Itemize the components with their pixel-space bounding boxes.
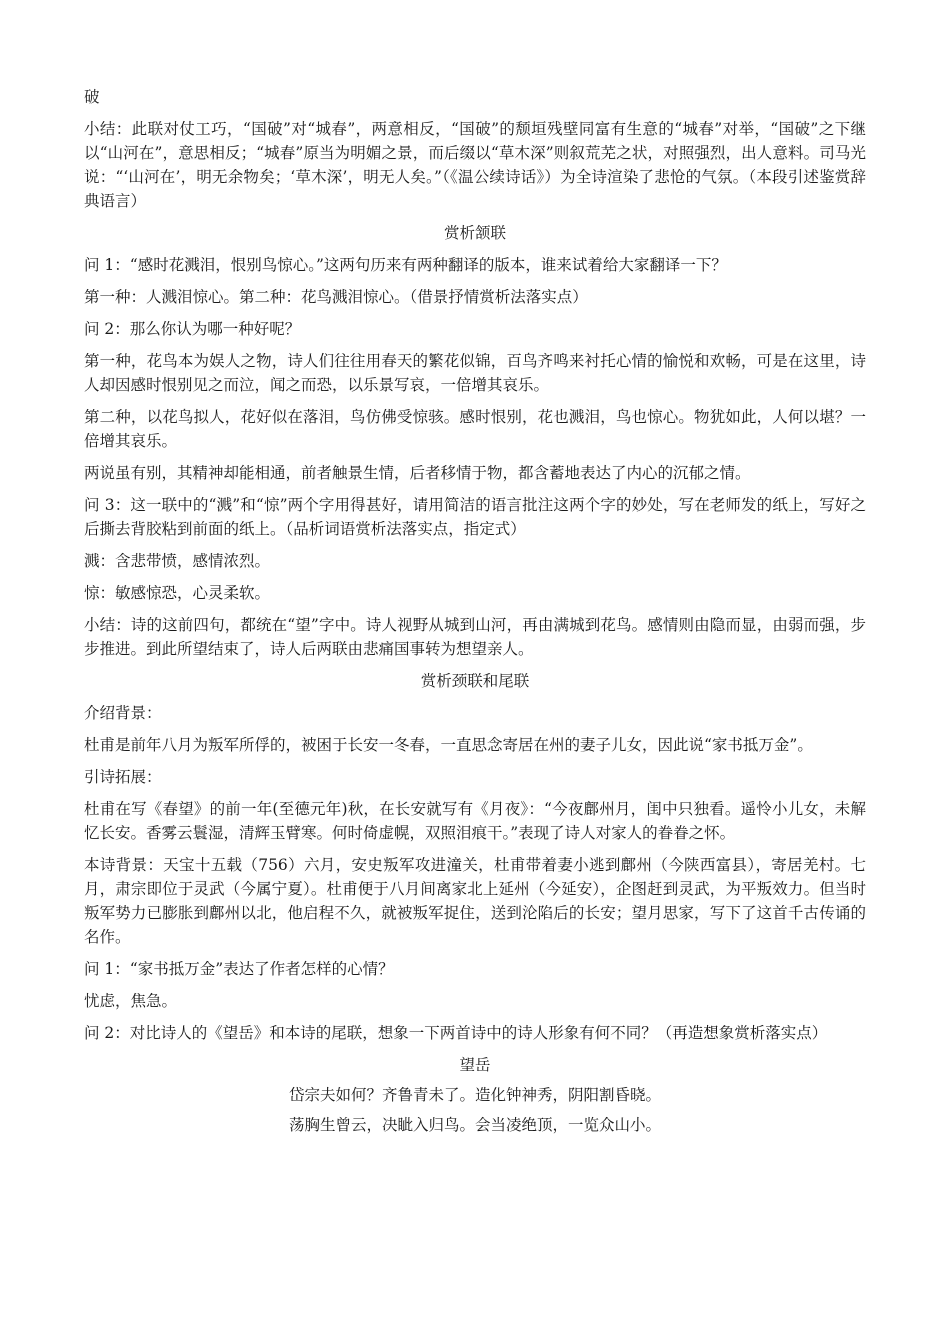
paragraph: 杜甫在写《春望》的前一年(至德元年)秋，在长安就写有《月夜》：“今夜鄜州月，闺中只独看。遥怜小儿女，未解忆长安。香雾云鬟湿，清辉玉臂寒。何时倚虚幌，双照泪痕干。”表现了诗人对家人的眷眷之怀。 [84,800,866,842]
summary-paragraph: 小结：此联对仗工巧，“国破”对“城春”，两意相反，“国破”的颓垣残壁同富有生意的“城春”对举，“国破”之下继以“山河在”，意思相反；“城春”原当为明媚之景，而后缀以“草木深”则叙荒芜之状，对照强烈，出人意料。司马光说：“‘山河在’，明无余物矣；‘草木深’，明无人矣。”（《温公续诗话》）为全诗渲染了悲怆的气氛。（本段引述鉴赏辞典语言） [84,120,866,210]
question-paragraph: 问 1：“感时花溅泪，恨别鸟惊心。”这两句历来有两种翻译的版本，谁来试着给大家翻译一下？ [84,256,727,274]
poem-line: 荡胸生曾云，决眦入归鸟。会当凌绝顶，一览众山小。 [288,1116,661,1134]
poem-line: 岱宗夫如何？齐鲁青未了。造化钟神秀，阴阳割昏晓。 [288,1086,661,1104]
paragraph: 溅：含悲带愤，感情浓烈。 [84,552,271,570]
paragraph: 介绍背景： [84,704,162,722]
paragraph: 两说虽有别，其精神却能相通，前者触景生情，后者移情于物，都含蓄地表达了内心的沉郁之情。 [84,464,751,482]
section-heading: 赏析颈联和尾联 [420,672,530,690]
paragraph: 第一种，花鸟本为娱人之物，诗人们往往用春天的繁花似锦，百鸟齐鸣来衬托心情的愉悦和欢畅，可是在这里，诗人却因感时恨别见之而泣，闻之而恐，以乐景写哀，一倍增其哀乐。 [84,352,866,394]
paragraph: 本诗背景：天宝十五载（756）六月，安史叛军攻进潼关，杜甫带着妻小逃到鄜州（今陕西富县），寄居羌村。七月，肃宗即位于灵武（今属宁夏）。杜甫便于八月间离家北上延州（今延安），企图赶到灵武，为平叛效力。但当时叛军势力已膨胀到鄜州以北，他启程不久，就被叛军捉住，送到沦陷后的长安；望月思家，写下了这首千古传诵的名作。 [84,856,866,946]
paragraph: 忧虑，焦急。 [84,992,178,1010]
paragraph: 第一种：人溅泪惊心。第二种：花鸟溅泪惊心。（借景抒情赏析法落实点） [84,288,588,306]
paragraph: 杜甫是前年八月为叛军所俘的，被困于长安一冬春，一直思念寄居在州的妻子儿女，因此说“家书抵万金”。 [84,736,813,754]
paragraph: 惊：敏感惊恐，心灵柔软。 [84,584,271,602]
question-paragraph: 问 2：对比诗人的《望岳》和本诗的尾联，想象一下两首诗中的诗人形象有何不同？（再造想象赏析落实点） [84,1024,828,1042]
paragraph: 破 [84,88,100,106]
question-paragraph: 问 2：那么你认为哪一种好呢？ [84,320,301,338]
question-paragraph: 问 1：“家书抵万金”表达了作者怎样的心情？ [84,960,394,978]
question-paragraph: 问 3：这一联中的“溅”和“惊”两个字用得甚好，请用简洁的语言批注这两个字的妙处，写在老师发的纸上，写好之后撕去背胶粘到前面的纸上。（品析词语赏析法落实点，指定式） [84,496,866,538]
paragraph: 引诗拓展： [84,768,162,786]
paragraph: 第二种，以花鸟拟人，花好似在落泪，鸟仿佛受惊骇。感时恨别，花也溅泪，鸟也惊心。物犹如此，人何以堪？一倍增其哀乐。 [84,408,866,450]
summary-paragraph: 小结：诗的这前四句，都统在“望”字中。诗人视野从城到山河，再由满城到花鸟。感情则由隐而显，由弱而强，步步推进。到此所望结束了，诗人后两联由悲痛国事转为想望亲人。 [84,616,866,658]
section-heading: 赏析颔联 [443,224,506,242]
poem-title: 望岳 [459,1056,491,1074]
document-page [84,85,866,1143]
